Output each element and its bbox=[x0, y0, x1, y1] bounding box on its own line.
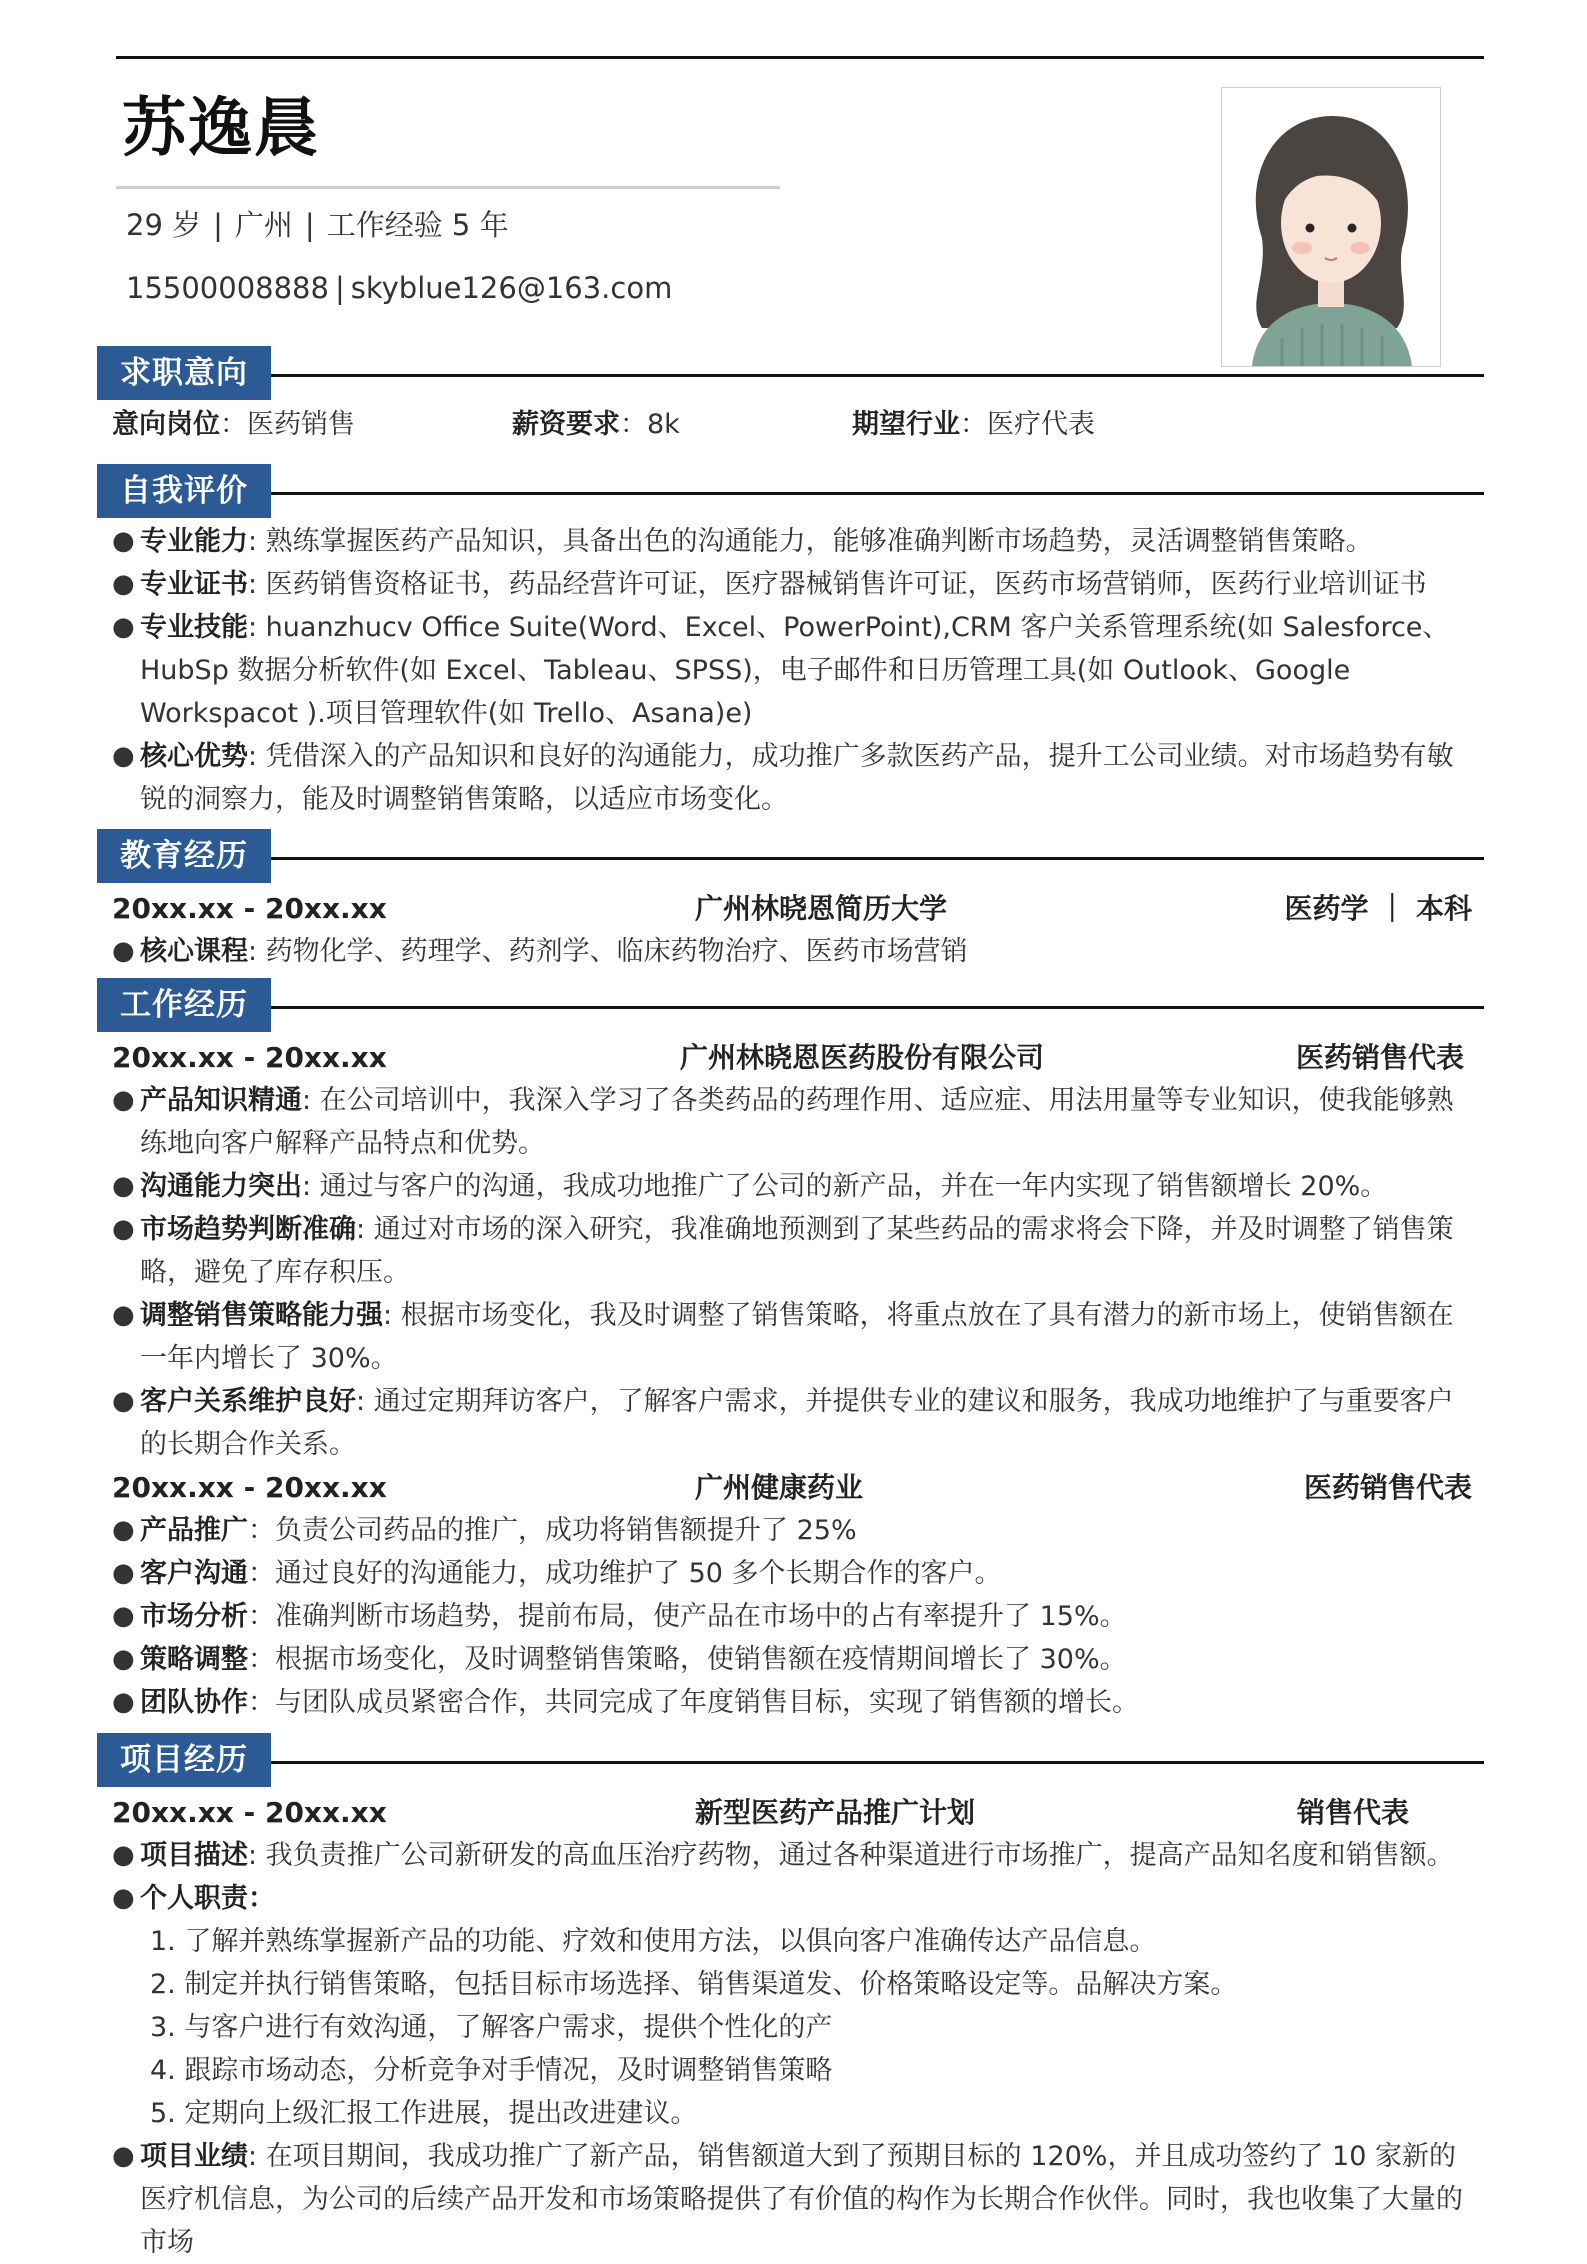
list-item: ● 市场趋势判断准确: 通过对市场的深入研究，我准确地预测到了某些药品的需求将会下降，并及时调整了销售策略，避免了库存积压。 bbox=[112, 1214, 1454, 1288]
section-title: 项目经历 bbox=[97, 1733, 271, 1787]
phone: 15500008888 bbox=[126, 271, 329, 305]
intent-position-label: 意向岗位 bbox=[112, 409, 220, 440]
project-entry bbox=[112, 1792, 1480, 1834]
entry-role: 医药销售代表 bbox=[1295, 1041, 1464, 1074]
intent-salary: 薪资要求：8k bbox=[512, 409, 680, 440]
list-item: ● 产品推广：负责公司药品的推广，成功将销售额提升了 25% bbox=[112, 1515, 857, 1546]
section-title: 自我评价 bbox=[97, 464, 271, 518]
contact-line bbox=[126, 268, 672, 308]
section-title: 工作经历 bbox=[97, 978, 271, 1032]
duty-item: 2. 制定并执行销售策略，包括目标市场选择、销售渠道发、价格策略设定等。品解决方案。 bbox=[150, 1969, 1238, 2000]
list-item: ● 专业技能: huanzhucv Office Suite(Word、Excel、PowerPoint),CRM 客户关系管理系统(如 Salesforce、HubSp 数据分析软件(如 Excel、Tableau、SPSS)，电子邮件和日历管理工具(如 Outlook、Google Workspacot ).项目管理软件(如 Trello、Asana)e) bbox=[112, 612, 1450, 729]
city: 广州 bbox=[234, 208, 293, 242]
intent-industry-label: 期望行业 bbox=[852, 409, 960, 440]
list-item: ● 项目业绩: 在项目期间，我成功推广了新产品，销售额道大到了预期目标的 120%，并且成功签约了 10 家新的医疗机信息，为公司的后续产品开发和市场策略提供了有价值的构作为长期合作伙伴。同时，我也收集了大量的市场 bbox=[112, 2141, 1463, 2258]
intent-position-value: 医药销售 bbox=[247, 409, 355, 440]
info-separator: | bbox=[213, 208, 223, 242]
list-item: ● 团队协作：与团队成员紧密合作，共同完成了年度销售目标，实现了销售额的增长。 bbox=[112, 1687, 1139, 1718]
list-item: ● 策略调整：根据市场变化，及时调整销售策略，使销售额在疫情期间增长了 30%。 bbox=[112, 1644, 1127, 1675]
top-rule bbox=[116, 56, 1484, 59]
section-title: 教育经历 bbox=[97, 829, 271, 883]
entry-company: 广州林晓恩医药股份有限公司 bbox=[680, 1041, 1045, 1074]
email: skyblue126@163.com bbox=[350, 271, 673, 305]
entry-role: 医药销售代表 bbox=[1303, 1471, 1472, 1504]
duty-item: 1. 了解并熟练掌握新产品的功能、疗效和使用方法，以俱向客户准确传达产品信息。 bbox=[150, 1926, 1157, 1957]
intent-industry: 期望行业：医疗代表 bbox=[852, 409, 1095, 440]
intent-salary-label: 薪资要求 bbox=[512, 409, 620, 440]
list-item: ● 专业证书: 医药销售资格证书，药品经营许可证，医疗器械销售许可证，医药市场营销师，医药行业培训证书 bbox=[112, 569, 1427, 600]
avatar-illustration bbox=[1222, 88, 1440, 366]
job-intent-row bbox=[112, 404, 1484, 446]
list-item: ● 市场分析：准确判断市场趋势，提前布局，使产品在市场中的占有率提升了 15%。 bbox=[112, 1601, 1127, 1632]
section-work-experience bbox=[97, 978, 1484, 1032]
basic-info-line bbox=[126, 205, 509, 245]
age: 29 岁 bbox=[126, 208, 202, 242]
list-item: ● 沟通能力突出: 通过与客户的沟通，我成功地推广了公司的新产品，并在一年内实现了销售额增长 20%。 bbox=[112, 1171, 1388, 1202]
section-job-intent bbox=[97, 346, 1484, 400]
entry-date: 20xx.xx - 20xx.xx bbox=[112, 1796, 387, 1829]
entry-date: 20xx.xx - 20xx.xx bbox=[112, 1041, 387, 1074]
entry-school: 广州林晓恩简历大学 bbox=[695, 892, 948, 925]
info-separator: | bbox=[304, 208, 315, 242]
intent-salary-value: 8k bbox=[647, 409, 680, 440]
section-self-evaluation bbox=[97, 464, 1484, 518]
list-item: ● 项目描述: 我负责推广公司新研发的高血压治疗药物，通过各种渠道进行市场推广，提高产品知名度和销售额。 bbox=[112, 1840, 1454, 1871]
entry-role: 销售代表 bbox=[1297, 1796, 1410, 1829]
work-entry bbox=[112, 1467, 1480, 1509]
entry-date: 20xx.xx - 20xx.xx bbox=[112, 892, 387, 925]
avatar-photo bbox=[1221, 87, 1441, 367]
list-item: ● 个人职责： bbox=[112, 1883, 275, 1914]
duty-item: 5. 定期向上级汇报工作进展，提出改进建议。 bbox=[150, 2098, 698, 2129]
entry-major: 医药学 ｜ 本科 bbox=[1284, 892, 1472, 925]
section-title: 求职意向 bbox=[97, 346, 271, 400]
list-item: ● 专业能力: 熟练掌握医药产品知识，具备出色的沟通能力，能够准确判断市场趋势，灵活调整销售策略。 bbox=[112, 526, 1373, 557]
list-item: ● 客户沟通：通过良好的沟通能力，成功维护了 50 多个长期合作的客户。 bbox=[112, 1558, 1002, 1589]
experience: 工作经验 5 年 bbox=[326, 208, 509, 242]
contact-separator: | bbox=[334, 271, 345, 305]
list-item: ● 客户关系维护良好: 通过定期拜访客户，了解客户需求，并提供专业的建议和服务，我成功地维护了与重要客户的长期合作关系。 bbox=[112, 1386, 1454, 1460]
section-rule bbox=[271, 492, 1484, 495]
education-entry bbox=[112, 888, 1480, 930]
section-rule bbox=[271, 374, 1484, 377]
list-item: ● 核心优势: 凭借深入的产品知识和良好的沟通能力，成功推广多款医药产品，提升工公司业绩。对市场趋势有敏锐的洞察力，能及时调整销售策略，以适应市场变化。 bbox=[112, 741, 1454, 815]
section-rule bbox=[271, 1006, 1484, 1009]
intent-industry-value: 医疗代表 bbox=[987, 409, 1095, 440]
name-divider bbox=[116, 186, 780, 189]
work-entry bbox=[112, 1037, 1480, 1079]
duty-item: 4. 跟踪市场动态，分析竞争对手情况，及时调整销售策略 bbox=[150, 2055, 833, 2086]
entry-company: 广州健康药业 bbox=[695, 1471, 864, 1504]
intent-position: 意向岗位：医药销售 bbox=[112, 409, 355, 440]
section-rule bbox=[271, 857, 1484, 860]
section-rule bbox=[271, 1761, 1484, 1764]
entry-date: 20xx.xx - 20xx.xx bbox=[112, 1471, 387, 1504]
section-education bbox=[97, 829, 1484, 883]
duty-item: 3. 与客户进行有效沟通，了解客户需求，提供个性化的产 bbox=[150, 2012, 833, 2043]
entry-project-name: 新型医药产品推广计划 bbox=[695, 1796, 976, 1829]
list-item: ● 核心课程: 药物化学、药理学、药剂学、临床药物治疗、医药市场营销 bbox=[112, 936, 968, 967]
list-item: ● 产品知识精通: 在公司培训中，我深入学习了各类药品的药理作用、适应症、用法用量等专业知识，使我能够熟练地向客户解释产品特点和优势。 bbox=[112, 1085, 1454, 1159]
section-project-experience bbox=[97, 1733, 1484, 1787]
list-item: ● 调整销售策略能力强: 根据市场变化，我及时调整了销售策略，将重点放在了具有潜力的新市场上，使销售额在一年内增长了 30%。 bbox=[112, 1300, 1454, 1374]
candidate-name: 苏逸晨 bbox=[122, 92, 320, 166]
